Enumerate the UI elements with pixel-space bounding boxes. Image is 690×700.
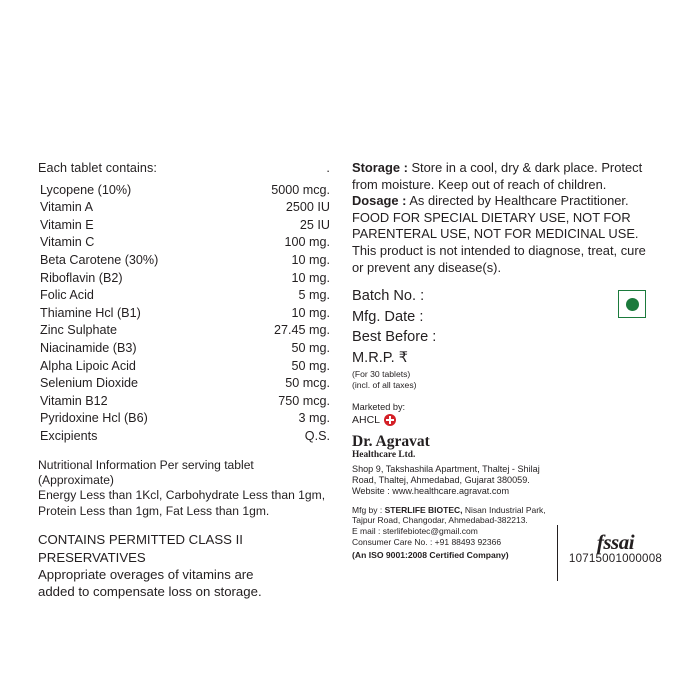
ingredient-name: Zinc Sulphate — [40, 323, 118, 338]
storage-line-1 — [352, 160, 652, 177]
ingredient-row — [38, 393, 330, 411]
batch-details-block — [352, 286, 652, 390]
ingredient-amount: 25 IU — [299, 217, 330, 232]
preservatives-info — [38, 531, 330, 601]
ingredient-row — [38, 428, 330, 446]
ingredient-row — [38, 287, 330, 305]
batch-no-line: Batch No. : — [352, 288, 425, 305]
ingredient-amount: 10 mg. — [291, 270, 330, 285]
company-name: Dr. Agravat — [352, 432, 430, 450]
storage-label: Storage : — [352, 160, 408, 175]
ingredient-row — [38, 358, 330, 376]
ahcl-label: AHCL — [352, 413, 381, 426]
company-address — [352, 464, 652, 498]
ingredient-amount: 5 mg. — [298, 288, 330, 303]
marketed-by-block — [352, 401, 652, 426]
best-before-line: Best Before : — [352, 329, 437, 346]
use-warning-line-1: FOOD FOR SPECIAL DIETARY USE, NOT FOR — [352, 209, 631, 225]
nutrition-line: Protein Less than 1gm, Fat Less than 1gm. — [38, 503, 270, 518]
fssai-block — [569, 531, 662, 565]
ingredient-name: Vitamin C — [40, 235, 95, 250]
ingredient-amount: 27.45 mg. — [273, 323, 330, 338]
ingredient-amount: 10 mg. — [291, 252, 330, 267]
ingredient-name: Riboflavin (B2) — [40, 270, 123, 285]
mrp-subnote-1: (For 30 tablets) — [352, 369, 411, 380]
marketed-by-label: Marketed by: — [352, 401, 406, 412]
mfg-line-2: Tajpur Road, Changodar, Ahmedabad-382213. — [352, 515, 528, 526]
ingredient-name: Excipients — [40, 428, 98, 443]
manufacturer-block — [352, 504, 662, 566]
ingredient-row — [38, 270, 330, 288]
dosage-text: As directed by Healthcare Practitioner. — [406, 193, 629, 209]
ingredient-name: Thiamine Hcl (B1) — [40, 305, 141, 320]
nutrition-info — [38, 458, 330, 520]
ingredient-amount: 10 mg. — [291, 305, 330, 320]
medical-cross-icon — [384, 414, 396, 426]
ingredient-amount: 100 mg. — [284, 235, 330, 250]
address-line: Website : www.healthcare.agravat.com — [352, 486, 510, 497]
mfg-prefix: Mfg by : — [352, 504, 385, 515]
ingredient-amount: 750 mcg. — [278, 393, 330, 408]
storage-line-2: from moisture. Keep out of reach of children. — [352, 176, 607, 192]
mfg-rest: Nisan Industrial Park, — [462, 504, 546, 515]
green-dot-icon — [626, 298, 639, 311]
ingredients-panel — [38, 160, 330, 601]
ingredient-name: Selenium Dioxide — [40, 376, 139, 391]
ingredient-row — [38, 340, 330, 358]
ingredient-row — [38, 199, 330, 217]
ingredient-name: Beta Carotene (30%) — [40, 252, 159, 267]
ingredient-name: Vitamin E — [40, 217, 94, 232]
mrp-line: M.R.P. ₹ — [352, 349, 409, 366]
nutrition-line: Energy Less than 1Kcl, Carbohydrate Less than 1gm, — [38, 488, 326, 503]
ingredient-row — [38, 375, 330, 393]
ingredient-row — [38, 410, 330, 428]
ingredient-row — [38, 305, 330, 323]
ingredient-row — [38, 217, 330, 235]
ingredients-title-trailing-dot: . — [326, 161, 330, 175]
ingredient-name: Alpha Lipoic Acid — [40, 358, 136, 373]
storage-and-manufacturer-panel — [352, 160, 662, 566]
ingredient-amount: 3 mg. — [298, 411, 330, 426]
ahcl-logo-row — [352, 414, 652, 426]
consumer-care-line: Consumer Care No. : +91 88493 92366 — [352, 536, 502, 547]
address-line: Road, Thaltej, Ahmedabad, Gujarat 380059. — [352, 474, 530, 485]
dosage-label: Dosage : — [352, 193, 407, 209]
ingredient-row — [38, 322, 330, 340]
ingredient-amount: 5000 mcg. — [271, 182, 330, 197]
ingredient-row — [38, 252, 330, 270]
dosage-line — [352, 193, 652, 210]
ingredient-amount: 2500 IU — [285, 200, 330, 215]
ingredient-amount: 50 mg. — [291, 358, 330, 373]
fssai-license-number: 10715001000008 — [568, 552, 662, 566]
ingredient-amount: Q.S. — [304, 428, 330, 443]
ingredient-name: Folic Acid — [40, 288, 94, 303]
ingredient-name: Lycopene (10%) — [40, 182, 132, 197]
ingredient-name: Niacinamide (B3) — [40, 340, 137, 355]
ingredient-name: Vitamin A — [40, 200, 93, 215]
disclaimer-line-1: This product is not intended to diagnose, treat, cure — [352, 242, 646, 258]
preservatives-line: CONTAINS PERMITTED CLASS II PRESERVATIVES — [38, 532, 243, 565]
ingredient-name: Vitamin B12 — [40, 393, 108, 408]
mfg-name: STERLIFE BIOTEC, — [384, 504, 463, 515]
ingredients-title: Each tablet contains: — [38, 161, 158, 175]
green-vegetarian-mark-icon — [618, 290, 646, 318]
storage-text: Store in a cool, dry & dark place. Protect — [407, 160, 643, 175]
mfg-line-1 — [352, 505, 577, 516]
ingredient-amount: 50 mg. — [291, 340, 330, 355]
address-line: Shop 9, Takshashila Apartment, Thaltej - Shilaj — [352, 463, 540, 474]
fssai-divider — [557, 525, 558, 581]
preservatives-line: added to compensate loss on storage. — [38, 584, 262, 600]
mfg-email-line: E mail : sterlifebiotec@gmail.com — [352, 525, 478, 536]
storage-dosage-block — [352, 160, 652, 276]
company-subtitle: Healthcare Ltd. — [352, 449, 416, 460]
disclaimer-line-2: or prevent any disease(s). — [352, 259, 502, 275]
ingredient-row — [38, 182, 330, 200]
nutrition-line: Nutritional Information Per serving tablet (Approximate) — [38, 457, 254, 487]
fssai-logo-icon: fssai — [596, 530, 635, 555]
ingredient-amount: 50 mcg. — [285, 376, 330, 391]
ingredient-row — [38, 234, 330, 252]
iso-certification-line: (An ISO 9001:2008 Certified Company) — [352, 550, 509, 561]
ingredients-title-row — [38, 160, 330, 178]
mfg-date-line: Mfg. Date : — [352, 308, 424, 325]
use-warning-line-2: PARENTERAL USE, NOT FOR MEDICINAL USE. — [352, 226, 639, 242]
mrp-subnote-2: (incl. of all taxes) — [352, 380, 417, 391]
preservatives-line: Appropriate overages of vitamins are — [38, 566, 254, 582]
ingredient-name: Pyridoxine Hcl (B6) — [40, 411, 148, 426]
